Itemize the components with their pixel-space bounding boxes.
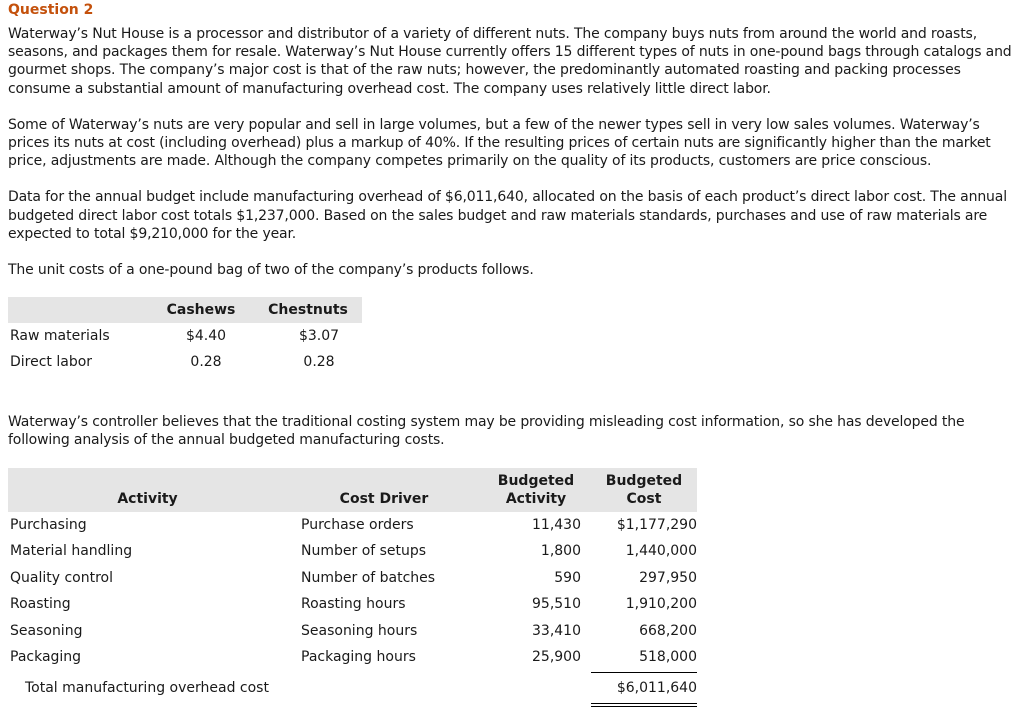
table-row [8,618,697,645]
cost-driver: Purchase orders [301,516,414,533]
budgeted-cost-header [591,468,697,512]
unit-cost-cashews: $4.40 [185,328,227,345]
cost-driver-header-label: Cost Driver [339,490,429,507]
total-double-rule-2 [591,706,697,707]
activity-name: Material handling [10,543,133,560]
cost-driver-header [287,468,481,512]
budgeted-cost: 518,000 [639,649,697,666]
paragraph-pricing: Some of Waterway’s nuts are very popular and sell in large volumes, but a few of the newer types sell in very low sales volumes. Waterway’s prices its nuts at cost (including overhead) plus a markup of 40%. If the resulting prices of certain nuts are significantly higher than the market price, adjustments are made. Although the company competes primarily on the quality of its products, customers are price conscious. [8,116,991,170]
cost-driver: Packaging hours [301,649,416,666]
unit-cost-header-blank [8,297,148,323]
total-blank [481,671,591,702]
cost-driver: Roasting hours [301,596,406,613]
budgeted-activity: 1,800 [540,543,581,560]
paragraph-controller: Waterway’s controller believes that the traditional costing system may be providing misleading cost information, so she has developed the following analysis of the annual budgeted manufacturing costs. [8,414,965,449]
paragraph-intro: Waterway’s Nut House is a processor and distributor of a variety of different nuts. The company buys nuts from around the world and roasts, seasons, and packages them for resale. Waterway’s Nut House currently offers 15 different types of nuts in one-pound bags through catalogs and gourmet shops. The company’s major cost is that of the raw nuts; however, the predominantly automated roasting and packing processes consume a substantial amount of manufacturing overhead cost. The company uses relatively little direct labor. [8,26,1012,97]
cost-driver: Seasoning hours [301,622,418,639]
budgeted-cost: 668,200 [639,622,697,639]
activity-cost-table [8,468,697,702]
budgeted-activity: 590 [554,569,581,586]
budgeted-activity: 25,900 [532,649,581,666]
total-overhead-value: $6,011,640 [616,679,697,696]
table-row [8,644,697,671]
table-row [8,565,697,592]
unit-cost-label: Raw materials [10,328,110,345]
cost-driver: Number of batches [301,569,436,586]
table-row [8,591,697,618]
table-row [8,323,362,349]
activity-header-row [8,468,697,512]
table-row [8,349,362,375]
unit-cost-chestnuts: 0.28 [303,354,335,371]
unit-cost-header-row [8,297,362,323]
activity-name: Packaging [10,649,82,666]
budgeted-cost: 1,910,200 [625,596,697,613]
activity-name: Quality control [10,569,114,586]
cost-driver: Number of setups [301,543,427,560]
total-double-rule-1 [591,703,697,704]
activity-name: Purchasing [10,516,87,533]
unit-cost-header-chestnuts: Chestnuts [254,297,362,323]
table-row [8,512,697,539]
unit-cost-header-cashews: Cashews [148,297,254,323]
total-top-rule [591,672,697,673]
paragraph-budget-data: Data for the annual budget include manufacturing overhead of $6,011,640, allocated on the basis of each product’s direct labor cost. The annual budgeted direct labor cost totals $1,237,000. Based on the sales budget and raw materials standards, purchases and use of raw materials are expected to total $9,210,000 for the year. [8,189,1007,242]
total-overhead-cell [591,671,697,702]
activity-name: Seasoning [10,622,83,639]
total-label: Total manufacturing overhead cost [25,679,269,696]
budgeted-activity: 95,510 [532,596,581,613]
question-page [8,0,1016,701]
question-title: Question 2 [8,2,94,18]
budgeted-activity-header [481,468,591,512]
activity-header [8,468,287,512]
budgeted-cost: 297,950 [639,569,697,586]
budgeted-activity-header-line1: Budgeted [497,472,575,489]
activity-name: Roasting [10,596,71,613]
budgeted-activity-header-line2: Activity [505,490,567,507]
unit-cost-cashews: 0.28 [190,354,222,371]
budgeted-cost: 1,440,000 [625,543,697,560]
budgeted-cost-header-line1: Budgeted [605,472,683,489]
budgeted-activity: 33,410 [532,622,581,639]
table-row [8,538,697,565]
budgeted-cost-header-line2: Cost [626,490,662,507]
total-row [8,671,697,702]
budgeted-cost: $1,177,290 [616,516,697,533]
budgeted-activity: 11,430 [532,516,581,533]
activity-header-label: Activity [117,490,178,507]
unit-cost-label: Direct labor [10,354,93,371]
paragraph-unit-costs-intro: The unit costs of a one-pound bag of two of the company’s products follows. [8,262,534,279]
unit-cost-chestnuts: $3.07 [298,328,340,345]
unit-cost-table [8,297,362,375]
